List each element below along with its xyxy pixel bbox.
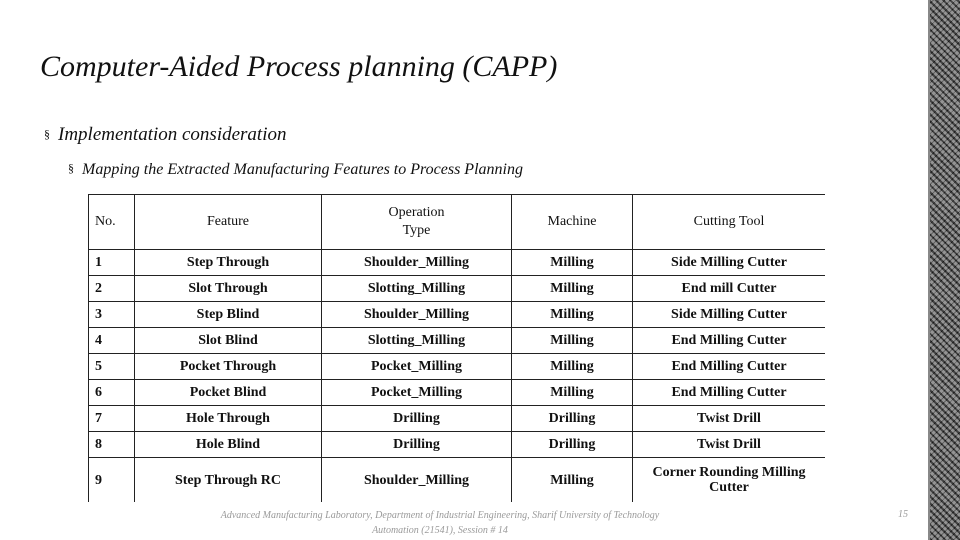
cell-no: 6 xyxy=(89,380,135,406)
cell-operation: Pocket_Milling xyxy=(322,354,512,380)
cell-feature: Hole Through xyxy=(135,406,322,432)
page-number: 15 xyxy=(898,509,908,520)
cell-machine: Milling xyxy=(512,328,633,354)
bullet-marker-icon: § xyxy=(44,127,50,141)
cell-tool: End Milling Cutter xyxy=(633,380,826,406)
sub-bullet-text: Mapping the Extracted Manufacturing Features to Process Planning xyxy=(82,161,523,178)
cell-machine: Drilling xyxy=(512,432,633,458)
cell-machine: Milling xyxy=(512,380,633,406)
feature-process-table xyxy=(88,194,825,502)
cell-feature: Slot Blind xyxy=(135,328,322,354)
bullet-text: Implementation consideration xyxy=(58,124,287,145)
table-row xyxy=(89,380,826,406)
footer-line-1: Advanced Manufacturing Laboratory, Department of Industrial Engineering, Sharif University of Technology xyxy=(220,510,660,521)
header-operation-line2: Type xyxy=(402,223,431,238)
slide-title: Computer-Aided Process planning (CAPP) xyxy=(40,50,558,83)
cell-feature: Step Blind xyxy=(135,302,322,328)
cell-tool: Side Milling Cutter xyxy=(633,302,826,328)
cell-no: 3 xyxy=(89,302,135,328)
header-operation-type xyxy=(322,195,512,250)
feature-process-table-image xyxy=(88,194,825,502)
sub-bullet-marker-icon: § xyxy=(68,161,74,175)
header-no: No. xyxy=(89,195,135,250)
cell-machine: Milling xyxy=(512,302,633,328)
decorative-side-strip xyxy=(928,0,960,540)
cell-operation: Drilling xyxy=(322,406,512,432)
cell-feature: Step Through xyxy=(135,250,322,276)
footer-credits xyxy=(170,508,710,538)
cell-operation: Shoulder_Milling xyxy=(322,250,512,276)
cell-no: 5 xyxy=(89,354,135,380)
cell-operation: Pocket_Milling xyxy=(322,380,512,406)
table-row xyxy=(89,276,826,302)
sub-bullet-mapping xyxy=(68,161,523,179)
footer-line-2: Automation (21541), Session # 14 xyxy=(372,525,508,536)
cell-no: 1 xyxy=(89,250,135,276)
cell-operation: Shoulder_Milling xyxy=(322,302,512,328)
cell-feature: Hole Blind xyxy=(135,432,322,458)
cell-no: 2 xyxy=(89,276,135,302)
cell-tool: Corner Rounding Milling Cutter xyxy=(633,458,826,503)
header-cutting-tool: Cutting Tool xyxy=(633,195,826,250)
cell-tool: End Milling Cutter xyxy=(633,328,826,354)
cell-tool: End Milling Cutter xyxy=(633,354,826,380)
cell-machine: Milling xyxy=(512,354,633,380)
cell-no: 7 xyxy=(89,406,135,432)
cell-machine: Milling xyxy=(512,458,633,503)
cell-operation: Slotting_Milling xyxy=(322,276,512,302)
table-row xyxy=(89,432,826,458)
cell-feature: Pocket Blind xyxy=(135,380,322,406)
cell-tool: Twist Drill xyxy=(633,406,826,432)
cell-tool: End mill Cutter xyxy=(633,276,826,302)
table-row xyxy=(89,406,826,432)
cell-feature: Step Through RC xyxy=(135,458,322,503)
cell-operation: Drilling xyxy=(322,432,512,458)
table-row xyxy=(89,328,826,354)
header-operation-line1: Operation xyxy=(388,205,445,220)
cell-operation: Slotting_Milling xyxy=(322,328,512,354)
cell-feature: Pocket Through xyxy=(135,354,322,380)
cell-operation: Shoulder_Milling xyxy=(322,458,512,503)
cell-no: 8 xyxy=(89,432,135,458)
cell-machine: Drilling xyxy=(512,406,633,432)
bullet-implementation-consideration xyxy=(44,124,287,146)
cell-machine: Milling xyxy=(512,250,633,276)
table-header-row xyxy=(89,195,826,250)
table-row xyxy=(89,250,826,276)
cell-machine: Milling xyxy=(512,276,633,302)
cell-no: 4 xyxy=(89,328,135,354)
header-feature: Feature xyxy=(135,195,322,250)
cell-tool: Twist Drill xyxy=(633,432,826,458)
cell-no: 9 xyxy=(89,458,135,503)
cell-feature: Slot Through xyxy=(135,276,322,302)
table-row xyxy=(89,458,826,503)
cell-tool: Side Milling Cutter xyxy=(633,250,826,276)
table-body xyxy=(89,250,826,503)
table-row xyxy=(89,354,826,380)
header-machine: Machine xyxy=(512,195,633,250)
table-row xyxy=(89,302,826,328)
